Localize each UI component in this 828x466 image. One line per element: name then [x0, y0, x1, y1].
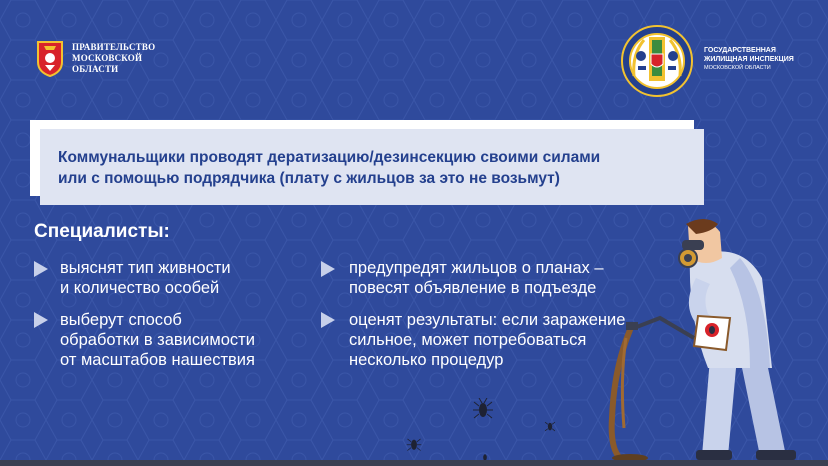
inspection-subtitle: МОСКОВСКОЙ ОБЛАСТИ: [704, 65, 771, 71]
bullet-item: [60, 310, 255, 370]
cockroach-icon: [544, 420, 556, 432]
gov-title: [72, 42, 155, 75]
banner-line: или с помощью подрядчика (плату с жильцов за это не возьмут): [58, 170, 560, 187]
bullet-item: [349, 310, 625, 370]
inspection-emblem-icon: [620, 24, 694, 98]
bullet-item: [349, 258, 604, 298]
pest-control-worker-illustration: [590, 218, 828, 466]
section-heading: Специалисты:: [34, 221, 170, 242]
bullet-arrow-icon: [34, 261, 48, 277]
bullet-line: сильное, может потребоваться: [349, 331, 587, 349]
info-banner: [40, 129, 704, 205]
bullet-arrow-icon: [321, 312, 335, 328]
cockroach-icon: [472, 398, 494, 420]
gov-title-line: МОСКОВСКОЙ: [72, 53, 143, 63]
gov-title-line: ОБЛАСТИ: [72, 64, 119, 74]
coat-of-arms-icon: [34, 38, 66, 78]
bullet-line: несколько процедур: [349, 351, 504, 369]
bullet-line: оценят результаты: если заражение: [349, 311, 626, 329]
bullet-line: предупредят жильцов о планах –: [349, 259, 604, 277]
banner-line: Коммунальщики проводят дератизацию/дезинсекцию своими силами: [58, 149, 601, 166]
bullet-line: повесят объявление в подъезде: [349, 279, 597, 297]
bottom-strip: [0, 460, 828, 466]
bullet-line: и количество особей: [60, 279, 220, 297]
inspection-title: [704, 47, 794, 73]
inspection-title-line: ГОСУДАРСТВЕННАЯ: [704, 47, 776, 54]
bullet-line: от масштабов нашествия: [60, 351, 255, 369]
bullet-line: обработки в зависимости: [60, 331, 255, 349]
bullet-arrow-icon: [34, 312, 48, 328]
cockroach-icon: [406, 436, 422, 452]
inspection-title-line: ЖИЛИЩНАЯ ИНСПЕКЦИЯ: [704, 55, 794, 63]
bullet-item: [60, 258, 231, 298]
bullet-line: выяснят тип живности: [60, 259, 231, 277]
bullet-line: выберут способ: [60, 311, 182, 329]
bullet-arrow-icon: [321, 261, 335, 277]
gov-title-line: ПРАВИТЕЛЬСТВО: [72, 42, 156, 52]
